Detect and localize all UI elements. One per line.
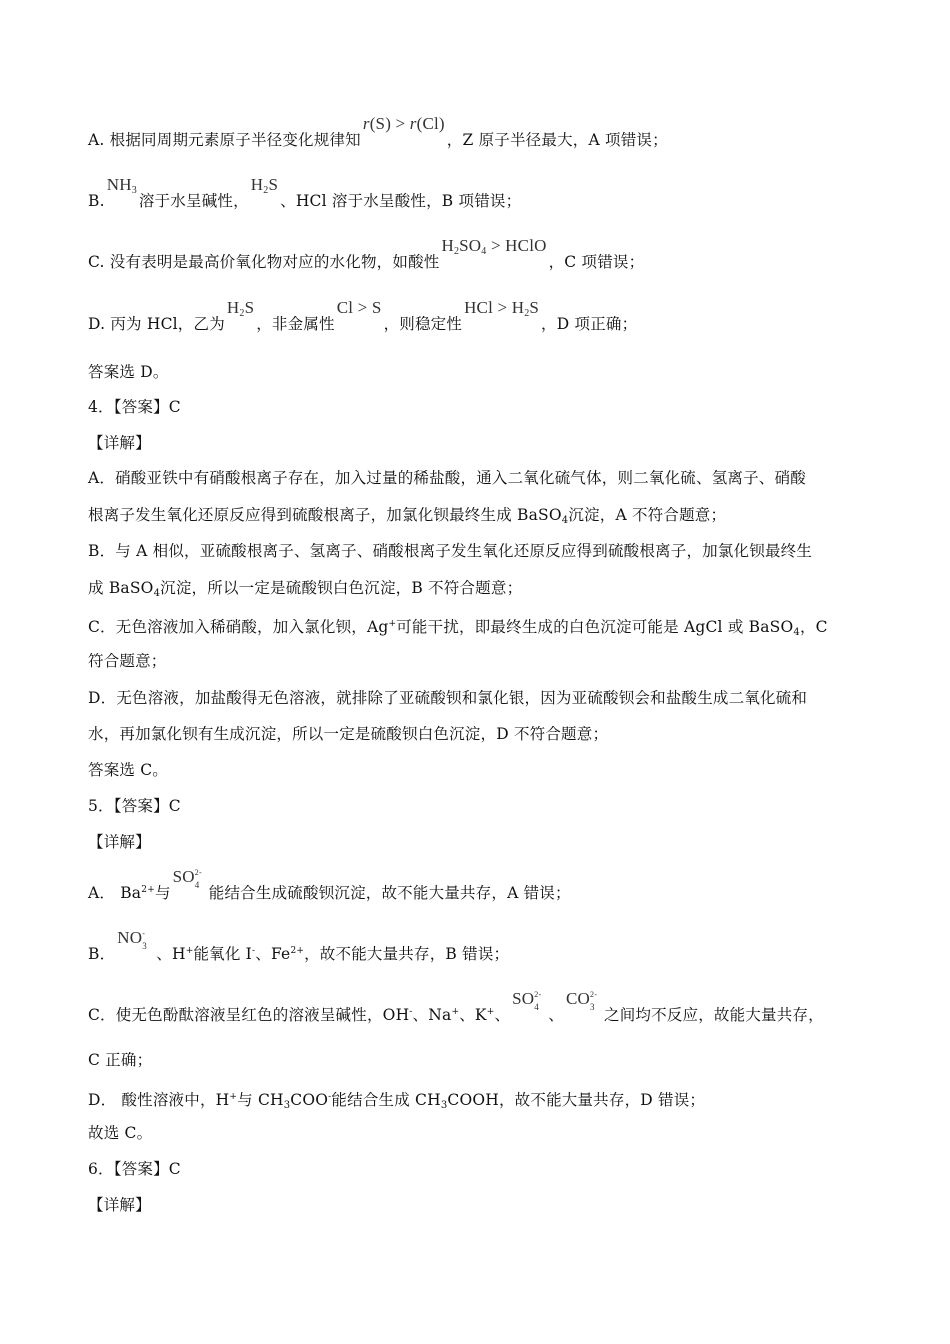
formula-nitrate-ion: NO - 3 — [117, 928, 147, 951]
line-option-b-nh3: $B.NH_3$溶于水呈碱性，$H_2S$、HCl 溶于水呈酸性，B 项错误； — [88, 175, 522, 210]
q5-text-a: A． $Ba^{2+}$与SO 2- 4 能结合生成硫酸钡沉淀，故不能大量共存，A 错误； — [88, 867, 571, 902]
question-5-answer: 5．【答案】C — [88, 797, 181, 815]
q5-text-c2: C 正确； — [88, 1051, 153, 1069]
answer-line-3: 答案选 D。 — [88, 363, 169, 381]
q4-text-d1: D．无色溶液，加盐酸得无色溶液，就排除了亚硫酸钡和氯化银，因为亚硫酸钡会和盐酸生成二氧化硫和 — [88, 689, 808, 707]
formula-nh3: $NH_3$ — [106, 175, 137, 196]
q5-text-d: D． 酸性溶液中，H+与 $CH_3COO^-$能结合生成 $CH_3COOH$，故不能大量共存，D 错误； — [88, 1091, 706, 1111]
formula-radius-comparison: r(S) > r(Cl) — [362, 114, 445, 133]
formula-hcl-gt-h2s: HCl > $H_2S$ — [464, 298, 540, 319]
formula-cl-gt-s: Cl > S — [336, 298, 382, 317]
q4-text-b2: 成 BaSO$_4$沉淀，所以一定是硫酸钡白色沉淀，B 不符合题意； — [88, 579, 523, 599]
line-option-a-radius: A. 根据同周期元素原子半径变化规律知r(S) > r(Cl)，Z 原子半径最大，A 项错误； — [88, 114, 668, 149]
answer-line-4: 答案选 C。 — [88, 761, 168, 779]
question-6-answer: 6．【答案】C — [88, 1160, 181, 1178]
q4-text-a1: A．硝酸亚铁中有硝酸根离子存在，加入过量的稀盐酸，通入二氧化硫气体，则二氧化硫、氢离子、硝酸 — [88, 469, 806, 487]
q5-text-b: B．NO - 3 、H+能氧化 I-、$Fe^{2+}$，故不能大量共存，B 错误； — [88, 928, 510, 963]
q5-text-c1: C．使无色酚酞溶液呈红色的溶液呈碱性，OH-、Na+、K+、SO 2- 4 、CO 2- 3 之间均不反应，故能大量共存， — [88, 989, 824, 1024]
q4-text-c1: C．无色溶液加入稀硝酸，加入氯化钡，Ag+可能干扰，即最终生成的白色沉淀可能是 AgCl 或 BaSO$_4$，C — [88, 618, 828, 638]
question-4-detail-heading: 【详解】 — [88, 434, 151, 452]
q4-text-c2: 符合题意； — [88, 652, 167, 670]
question-6-detail-heading: 【详解】 — [88, 1196, 151, 1214]
formula-carbonate-ion: CO 2- 3 — [565, 989, 598, 1012]
formula-sulfate-ion: SO 2- 4 — [172, 867, 202, 890]
line-option-d-stability: D. 丙为 HCl，乙为$H_2S$，非金属性Cl > S，则稳定性HCl > $H_2S$，D 项正确； — [88, 298, 638, 333]
question-4-answer: 4．【答案】C — [88, 398, 181, 416]
formula-h2s-b: $H_2S$ — [226, 298, 255, 319]
q4-text-d2: 水，再加氯化钡有生成沉淀，所以一定是硫酸钡白色沉淀，D 不符合题意； — [88, 725, 609, 743]
formula-sulfate-ion-c: SO 2- 4 — [512, 989, 542, 1012]
line-option-c-acidity: C. 没有表明是最高价氧化物对应的水化物，如酸性$H_2SO_4$ > HClO，C 项错误； — [88, 236, 645, 271]
q4-text-a2: 根离子发生氧化还原反应得到硫酸根离子，加氯化钡最终生成 BaSO$_4$沉淀，A 不符合题意； — [88, 506, 727, 526]
answer-line-5: 故选 C。 — [88, 1124, 153, 1142]
q4-text-b1: B．与 A 相似，亚硫酸根离子、氢离子、硝酸根离子发生氧化还原反应得到硫酸根离子，加氯化钡最终生 — [88, 542, 813, 560]
question-5-detail-heading: 【详解】 — [88, 833, 151, 851]
formula-h2s: $H_2S$ — [250, 175, 279, 196]
formula-h2so4-hclo: $H_2SO_4$ > HClO — [441, 236, 547, 257]
